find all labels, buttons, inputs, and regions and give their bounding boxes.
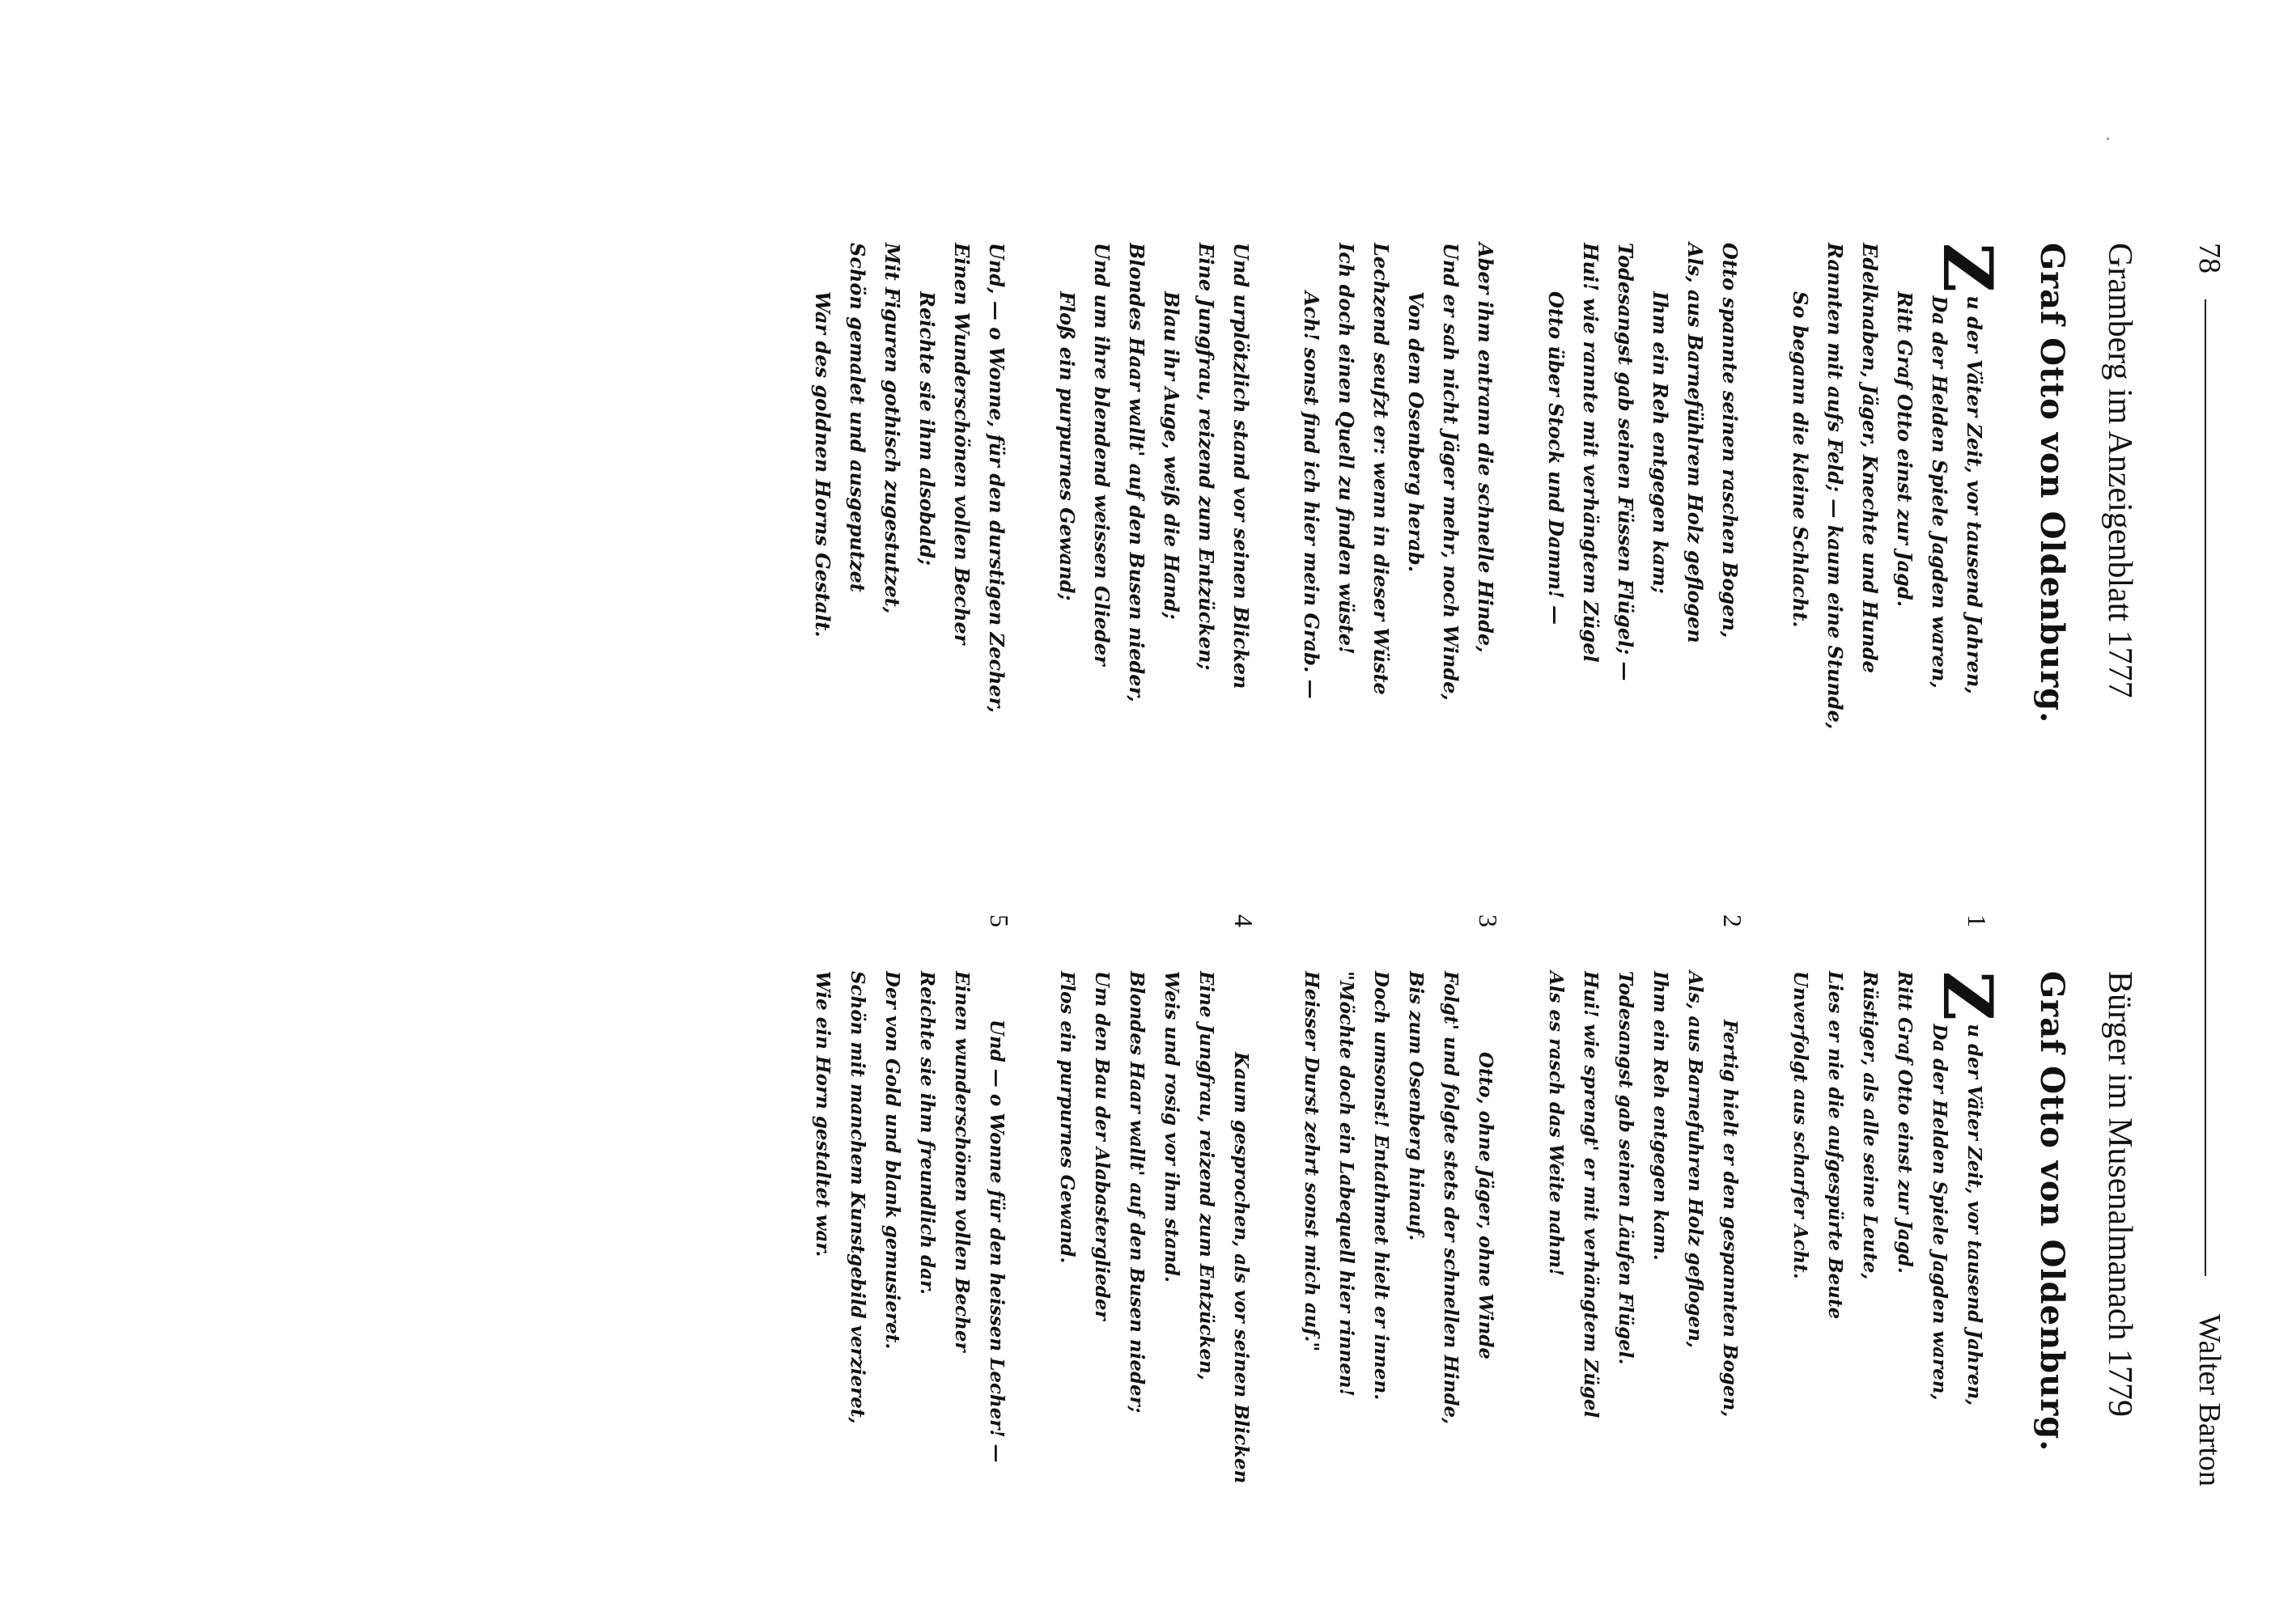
scan-speck xyxy=(2107,138,2109,140)
left-stanza xyxy=(1050,243,1258,927)
right-stanza xyxy=(1050,971,1258,1618)
stanza-line: Einen Wunderschönen vollen Becher xyxy=(950,243,974,645)
stanza-line: Rüstiger, als alle seine Leute, xyxy=(1859,971,1881,1280)
stanza-line: Als, aus Barnefuhren Holz geflogen, xyxy=(1684,971,1706,1348)
stanza-line: Von dem Osenberg herab. xyxy=(1404,291,1428,573)
stanza-line: Und urplötzlich stand vor seinen Blicken xyxy=(1229,243,1253,689)
stanza-line: Einen wunderschönen vollen Becher xyxy=(951,971,973,1352)
stanza-number: 1 xyxy=(1963,914,1992,927)
left-stanza xyxy=(1783,243,2008,927)
stanza-line: Mit Figuren gothisch zugestutzet, xyxy=(881,243,904,614)
stanza-line: Kaum gesprochen, als vor seinen Blicken xyxy=(1230,1052,1252,1484)
left-poem-title: Graf Otto von Oldenburg. xyxy=(2033,243,2071,724)
stanza-line: Ach! sonst find ich hier mein Grab. — xyxy=(1300,291,1323,699)
stanza-line: Ihm ein Reh entgegen kam; xyxy=(1649,291,1672,594)
stanza-line: Flos ein purpurnes Gewand. xyxy=(1056,971,1078,1264)
stanza-line: Ritt Graf Otto einst zur Jagd. xyxy=(1894,971,1916,1274)
left-column xyxy=(770,243,2142,927)
stanza-line: Hui! wie rannte mit verhängtem Zügel xyxy=(1579,243,1602,663)
line-text: u der Väter Zeit, vor tausend Jahren, xyxy=(1963,1024,1985,1406)
stanza-line: Lechzend seufzt er: wenn in dieser Wüste xyxy=(1369,243,1393,695)
stanza-number: 4 xyxy=(1229,914,1258,927)
stanza-line: Eine Jungfrau, reizend zum Entzücken; xyxy=(1195,243,1218,671)
stanza-line: Da der Helden Spiele Jagden waren, xyxy=(1929,1024,1950,1401)
stanza-line: Otto spannte seinen raschen Bogen, xyxy=(1718,243,1742,638)
stanza-line: Als, aus Barnefühlrem Holz geflogen xyxy=(1683,243,1707,643)
running-header-author: Walter Barton xyxy=(2192,1313,2226,1486)
stanza-line: Und, — o Wonne, für den durstigen Zecher, xyxy=(985,243,1008,713)
right-poem-title: Graf Otto von Oldenburg. xyxy=(2033,971,2071,1452)
stanza-number: 2 xyxy=(1718,914,1747,927)
stanza-line: Und er sah nicht Jäger mehr, noch Winde, xyxy=(1439,243,1462,701)
stanza-line: War des goldnen Horns Gestalt. xyxy=(811,291,834,638)
stanza-line: "Möchte doch ein Labequell hier rinnen! xyxy=(1335,971,1357,1397)
stanza-line: Wie ein Horn gestaltet war. xyxy=(812,971,834,1257)
stanza-line: Floß ein purpurnes Gewand; xyxy=(1055,291,1079,601)
right-source-title: Bürger im Musenalmanach 1779 xyxy=(2101,971,2138,1417)
stanza-line: Lies er nie die aufgespürte Beute xyxy=(1824,971,1846,1320)
stanza-line: Und um ihre blendend weissen Glieder xyxy=(1090,243,1114,666)
stanza-line: Todesangst gab seinen Läufen Flügel. xyxy=(1615,971,1636,1365)
right-stanza xyxy=(1294,971,1503,1618)
stanza-line: Der von Gold und blank gemusieret. xyxy=(881,971,903,1350)
right-stanza xyxy=(1539,971,1747,1618)
stanza-number: 3 xyxy=(1474,914,1503,927)
stanza-line: Otto über Stock und Damm! — xyxy=(1544,291,1568,625)
left-stanza xyxy=(1539,243,1747,927)
stanza-line: Eine Jungfrau, reizend zum Entzücken, xyxy=(1195,971,1217,1380)
stanza-line: Fertig hielt er den gespannten Bogen, xyxy=(1719,1020,1741,1418)
stanza-line: Ich doch einen Quell zu finden wüste! xyxy=(1335,243,1358,655)
left-stanza xyxy=(805,243,1014,927)
stanza-line: Aber ihm entrann die schnelle Hinde, xyxy=(1474,243,1497,653)
stanza-line: Folgt' und folgte stets der schnellen Hinde, xyxy=(1440,971,1462,1425)
stanza-line: Da der Helden Spiele Jagden waren, xyxy=(1928,295,1951,689)
stanza-line: Blau ihr Auge, weiß die Hand; xyxy=(1160,291,1183,620)
stanza-line: Blondes Haar wallt' auf den Busen nieder, xyxy=(1125,243,1148,702)
stanza-line: Blondes Haar wallt' auf den Busen nieder; xyxy=(1126,971,1148,1414)
left-stanza xyxy=(1294,243,1503,927)
line-text: u der Väter Zeit, vor tausend Jahren, xyxy=(1963,295,1986,694)
stanza-line: Um den Bau der Alabasterglieder xyxy=(1091,971,1113,1321)
stanza-line: Schön gemalet und ausgeputzet xyxy=(846,243,869,592)
stanza-line: Schön mit manchem Kunstgebild verzieret, xyxy=(847,971,868,1424)
left-source-title: Gramberg im Anzeigenblatt 1777 xyxy=(2101,243,2138,698)
stanza-line: Edelknaben, Jäger, Knechte und Hunde xyxy=(1858,243,1882,673)
stanza-line: Reichte sie ihm alsobald; xyxy=(915,291,939,566)
right-stanza xyxy=(1783,971,2008,1618)
stanza-line: Todesangst gab seinen Füssen Flügel; — xyxy=(1614,243,1637,681)
stanza-line: Als es rasch das Weite nahm! xyxy=(1545,971,1567,1277)
page-header xyxy=(2179,243,2227,1486)
dropcap: Z xyxy=(1928,243,2008,293)
stanza-line: Otto, ohne Jäger, ohne Winde xyxy=(1475,1052,1496,1360)
stanza-line: Bis zum Osenberg hinauf. xyxy=(1405,971,1427,1241)
stanza-line: Weis und rosig vor ihm stand. xyxy=(1161,971,1182,1283)
stanza-line: Doch umsonst! Entathmet hielt er innen. xyxy=(1370,971,1392,1401)
stanza-line: Ritt Graf Otto einst zur Jagd. xyxy=(1893,291,1916,608)
dropcap: Z xyxy=(1928,971,2008,1021)
right-column xyxy=(770,971,2142,1618)
right-stanza xyxy=(805,971,1014,1618)
stanza-line: So begann die kleine Schlacht. xyxy=(1789,291,1812,628)
header-rule xyxy=(2205,299,2206,1276)
stanza-line: Hui! wie sprengt' er mit verhängtem Zügel xyxy=(1580,971,1602,1418)
page-number: 78 xyxy=(2192,243,2226,273)
stanza-line: Unverfolgt aus scharfer Acht. xyxy=(1789,971,1811,1279)
stanza-line: Heisser Durst zehrt sonst mich auf." xyxy=(1301,971,1322,1352)
stanza-line: Rannten mit aufs Feld; — kaum eine Stunde, xyxy=(1823,243,1847,730)
stanza-line: Ihm ein Reh entgegen kam. xyxy=(1649,971,1671,1261)
stanza-number: 5 xyxy=(985,914,1014,927)
stanza-line: Reichte sie ihm freundlich dar. xyxy=(916,971,938,1295)
stanza-line: Und — o Wonne für den heissen Lecher! — xyxy=(986,1020,1008,1463)
